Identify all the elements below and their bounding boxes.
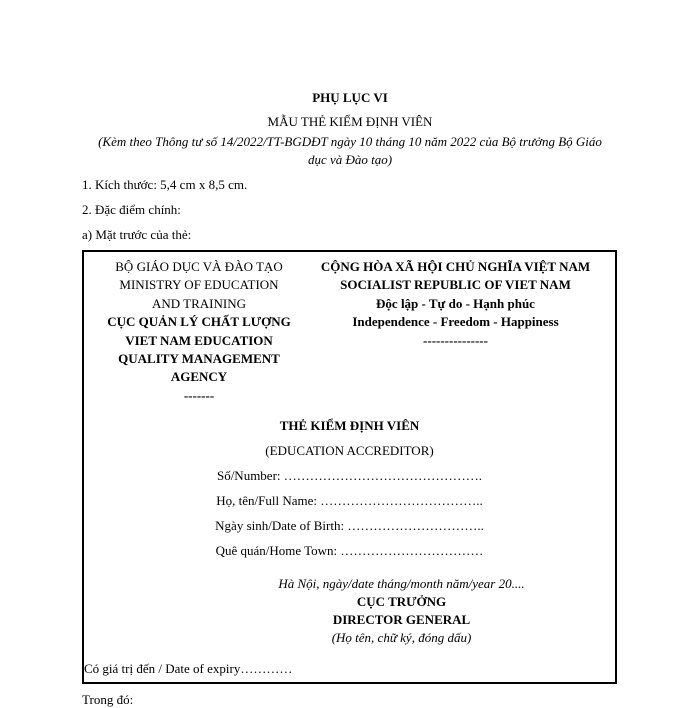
subtitle-line-2: dục và Đào tạo) (307, 152, 393, 167)
issuer-agency-vi: CỤC QUẢN LÝ CHẤT LƯỢNG (107, 314, 291, 330)
motto-en: Independence - Freedom - Happiness (352, 314, 559, 330)
card-title: THẺ KIỂM ĐỊNH VIÊN (279, 418, 420, 433)
form-title: MẪU THẺ KIỂM ĐỊNH VIÊN (267, 114, 433, 129)
issuer-ministry-en-2: AND TRAINING (151, 295, 246, 311)
field-full-name: Họ, tên/Full Name: ……………………………….. (216, 493, 483, 508)
signature-note: (Họ tên, chữ ký, đóng dấu) (331, 630, 472, 645)
expiry-date: Có giá trị đến / Date of expiry………… (84, 661, 293, 676)
appendix-title: PHỤ LỤC VI (312, 90, 388, 105)
field-number: Số/Number: ………………………………………. (216, 468, 483, 483)
issuer-divider: ------- (183, 387, 215, 403)
issuer-agency-en-1: VIET NAM EDUCATION (125, 332, 273, 348)
item-features: 2. Đặc điểm chính: (82, 202, 181, 217)
place-date: Hà Nội, ngày/date tháng/month năm/year 20.... (278, 576, 525, 591)
field-home-town: Quê quán/Home Town: …………………………… (215, 543, 484, 558)
accreditor-card (82, 250, 617, 684)
card-title-en: (EDUCATION ACCREDITOR) (265, 443, 434, 458)
signer-title-en: DIRECTOR GENERAL (332, 612, 471, 627)
card-republic-block (304, 258, 607, 350)
issuer-ministry-en-1: MINISTRY OF EDUCATION (119, 277, 279, 293)
issuer-ministry-vi: BỘ GIÁO DỤC VÀ ĐÀO TẠO (115, 259, 283, 274)
field-date-of-birth: Ngày sinh/Date of Birth: ………………………….. (215, 518, 484, 533)
issuer-agency-en-3: AGENCY (170, 369, 228, 385)
item-size: 1. Kích thước: 5,4 cm x 8,5 cm. (82, 177, 248, 192)
card-issuer-block (84, 258, 314, 405)
continuation-text: Trong đó: (82, 692, 134, 707)
motto-vi: Độc lập - Tự do - Hạnh phúc (376, 295, 535, 311)
issuer-agency-en-2: QUALITY MANAGEMENT (118, 351, 280, 367)
item-front-side: a) Mặt trước của thẻ: (82, 227, 192, 242)
signer-title: CỤC TRƯỞNG (356, 594, 447, 609)
subtitle-line-1: (Kèm theo Thông tư số 14/2022/TT-BGDĐT ngày 10 tháng 10 năm 2022 của Bộ trưởng Bộ Giáo (98, 134, 602, 149)
republic-en: SOCIALIST REPUBLIC OF VIET NAM (340, 277, 571, 293)
republic-divider: --------------- (423, 332, 488, 348)
republic-vi: CỘNG HÒA XÃ HỘI CHỦ NGHĨA VIỆT NAM (320, 259, 591, 274)
